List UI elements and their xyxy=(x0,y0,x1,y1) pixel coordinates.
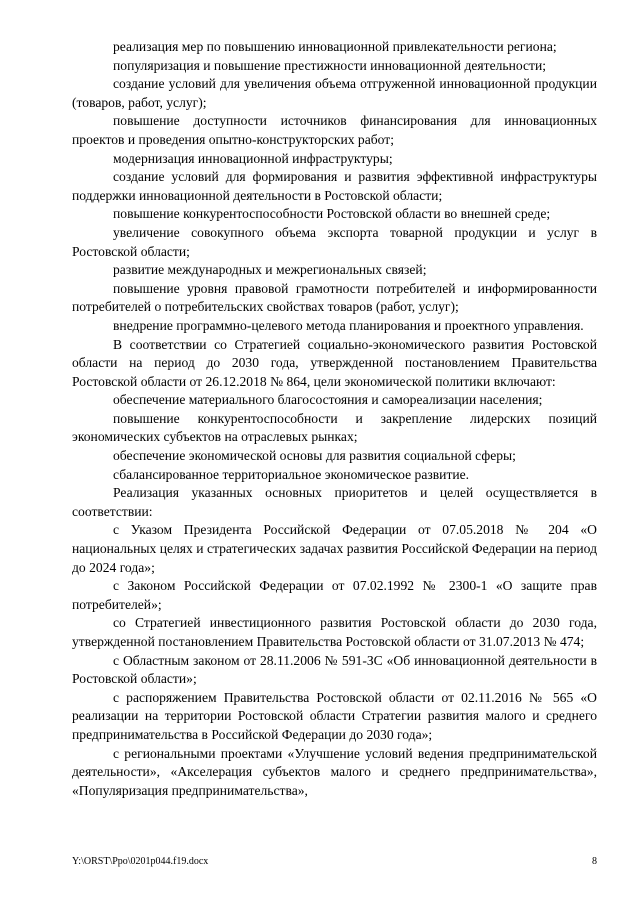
paragraph: обеспечение материального благосостояния и самореализации населения; xyxy=(113,392,543,408)
page-number: 8 xyxy=(592,856,597,867)
paragraph: внедрение программно-целевого метода планирования и проектного управления. xyxy=(113,317,584,333)
paragraph: с распоряжением Правительства Ростовской области от 02.11.2016 № 565 «О реализации на территории Ростовской области Стратегии развития малого и среднего предпринимательства в Российской Федерации до 2030 года»; xyxy=(72,689,597,742)
paragraph: повышение доступности источников финансирования для инновационных проектов и проведения опытно-конструкторских работ; xyxy=(72,113,597,147)
paragraph: создание условий для увеличения объема отгруженной инновационной продукции (товаров, работ, услуг); xyxy=(72,76,597,110)
paragraph: модернизация инновационной инфраструктуры; xyxy=(113,150,393,166)
paragraph: обеспечение экономической основы для развития социальной сферы; xyxy=(113,448,516,464)
paragraph: с региональными проектами «Улучшение условий ведения предпринимательской деятельности», «Акселерация субъектов малого и среднего предпринимательства», «Популяризация предпринимательства», xyxy=(72,745,597,798)
paragraph: повышение конкурентоспособности и закрепление лидерских позиций экономических субъектов на отраслевых рынках; xyxy=(72,410,597,445)
paragraph: сбалансированное территориальное экономическое развитие. xyxy=(113,466,470,482)
paragraph: Реализация указанных основных приоритетов и целей осуществляется в соответствии: xyxy=(72,485,597,519)
document-body xyxy=(72,38,597,800)
paragraph: популяризация и повышение престижности инновационной деятельности; xyxy=(113,57,547,73)
paragraph: повышение уровня правовой грамотности потребителей и информированности потребителей о потребительских свойствах товаров (работ, услуг); xyxy=(72,280,597,315)
paragraph: создание условий для формирования и развития эффективной инфраструктуры поддержки инновационной деятельности в Ростовской области; xyxy=(72,169,597,203)
paragraph: со Стратегией инвестиционного развития Ростовской области до 2030 года, утвержденной постановлением Правительства Ростовской области от 31.07.2013 № 474; xyxy=(72,615,597,649)
page-footer xyxy=(72,856,597,868)
paragraph: В соответствии со Стратегией социально-экономического развития Ростовской области на период до 2030 года, утвержденной постановлением Правительства Ростовской области от 26.12.2018 № 864, цели экономической политики включают: xyxy=(72,336,597,389)
paragraph: с Указом Президента Российской Федерации от 07.05.2018 № 204 «О национальных целях и стратегических задачах развития Российской Федерации на период до 2024 года»; xyxy=(72,522,597,575)
paragraph: развитие международных и межрегиональных связей; xyxy=(113,262,427,278)
paragraph: с Областным законом от 28.11.2006 № 591-ЗС «Об инновационной деятельности в Ростовской области»; xyxy=(72,652,597,687)
paragraph: повышение конкурентоспособности Ростовской области во внешней среде; xyxy=(113,206,551,222)
paragraph: реализация мер по повышению инновационной привлекательности региона; xyxy=(113,39,557,54)
footer-file-path: Y:\ORST\Ppo\0201p044.f19.docx xyxy=(72,856,209,867)
paragraph: увеличение совокупного объема экспорта товарной продукции и услуг в Ростовской области; xyxy=(72,224,597,259)
paragraph: с Законом Российской Федерации от 07.02.1992 № 2300-1 «О защите прав потребителей»; xyxy=(72,578,597,612)
